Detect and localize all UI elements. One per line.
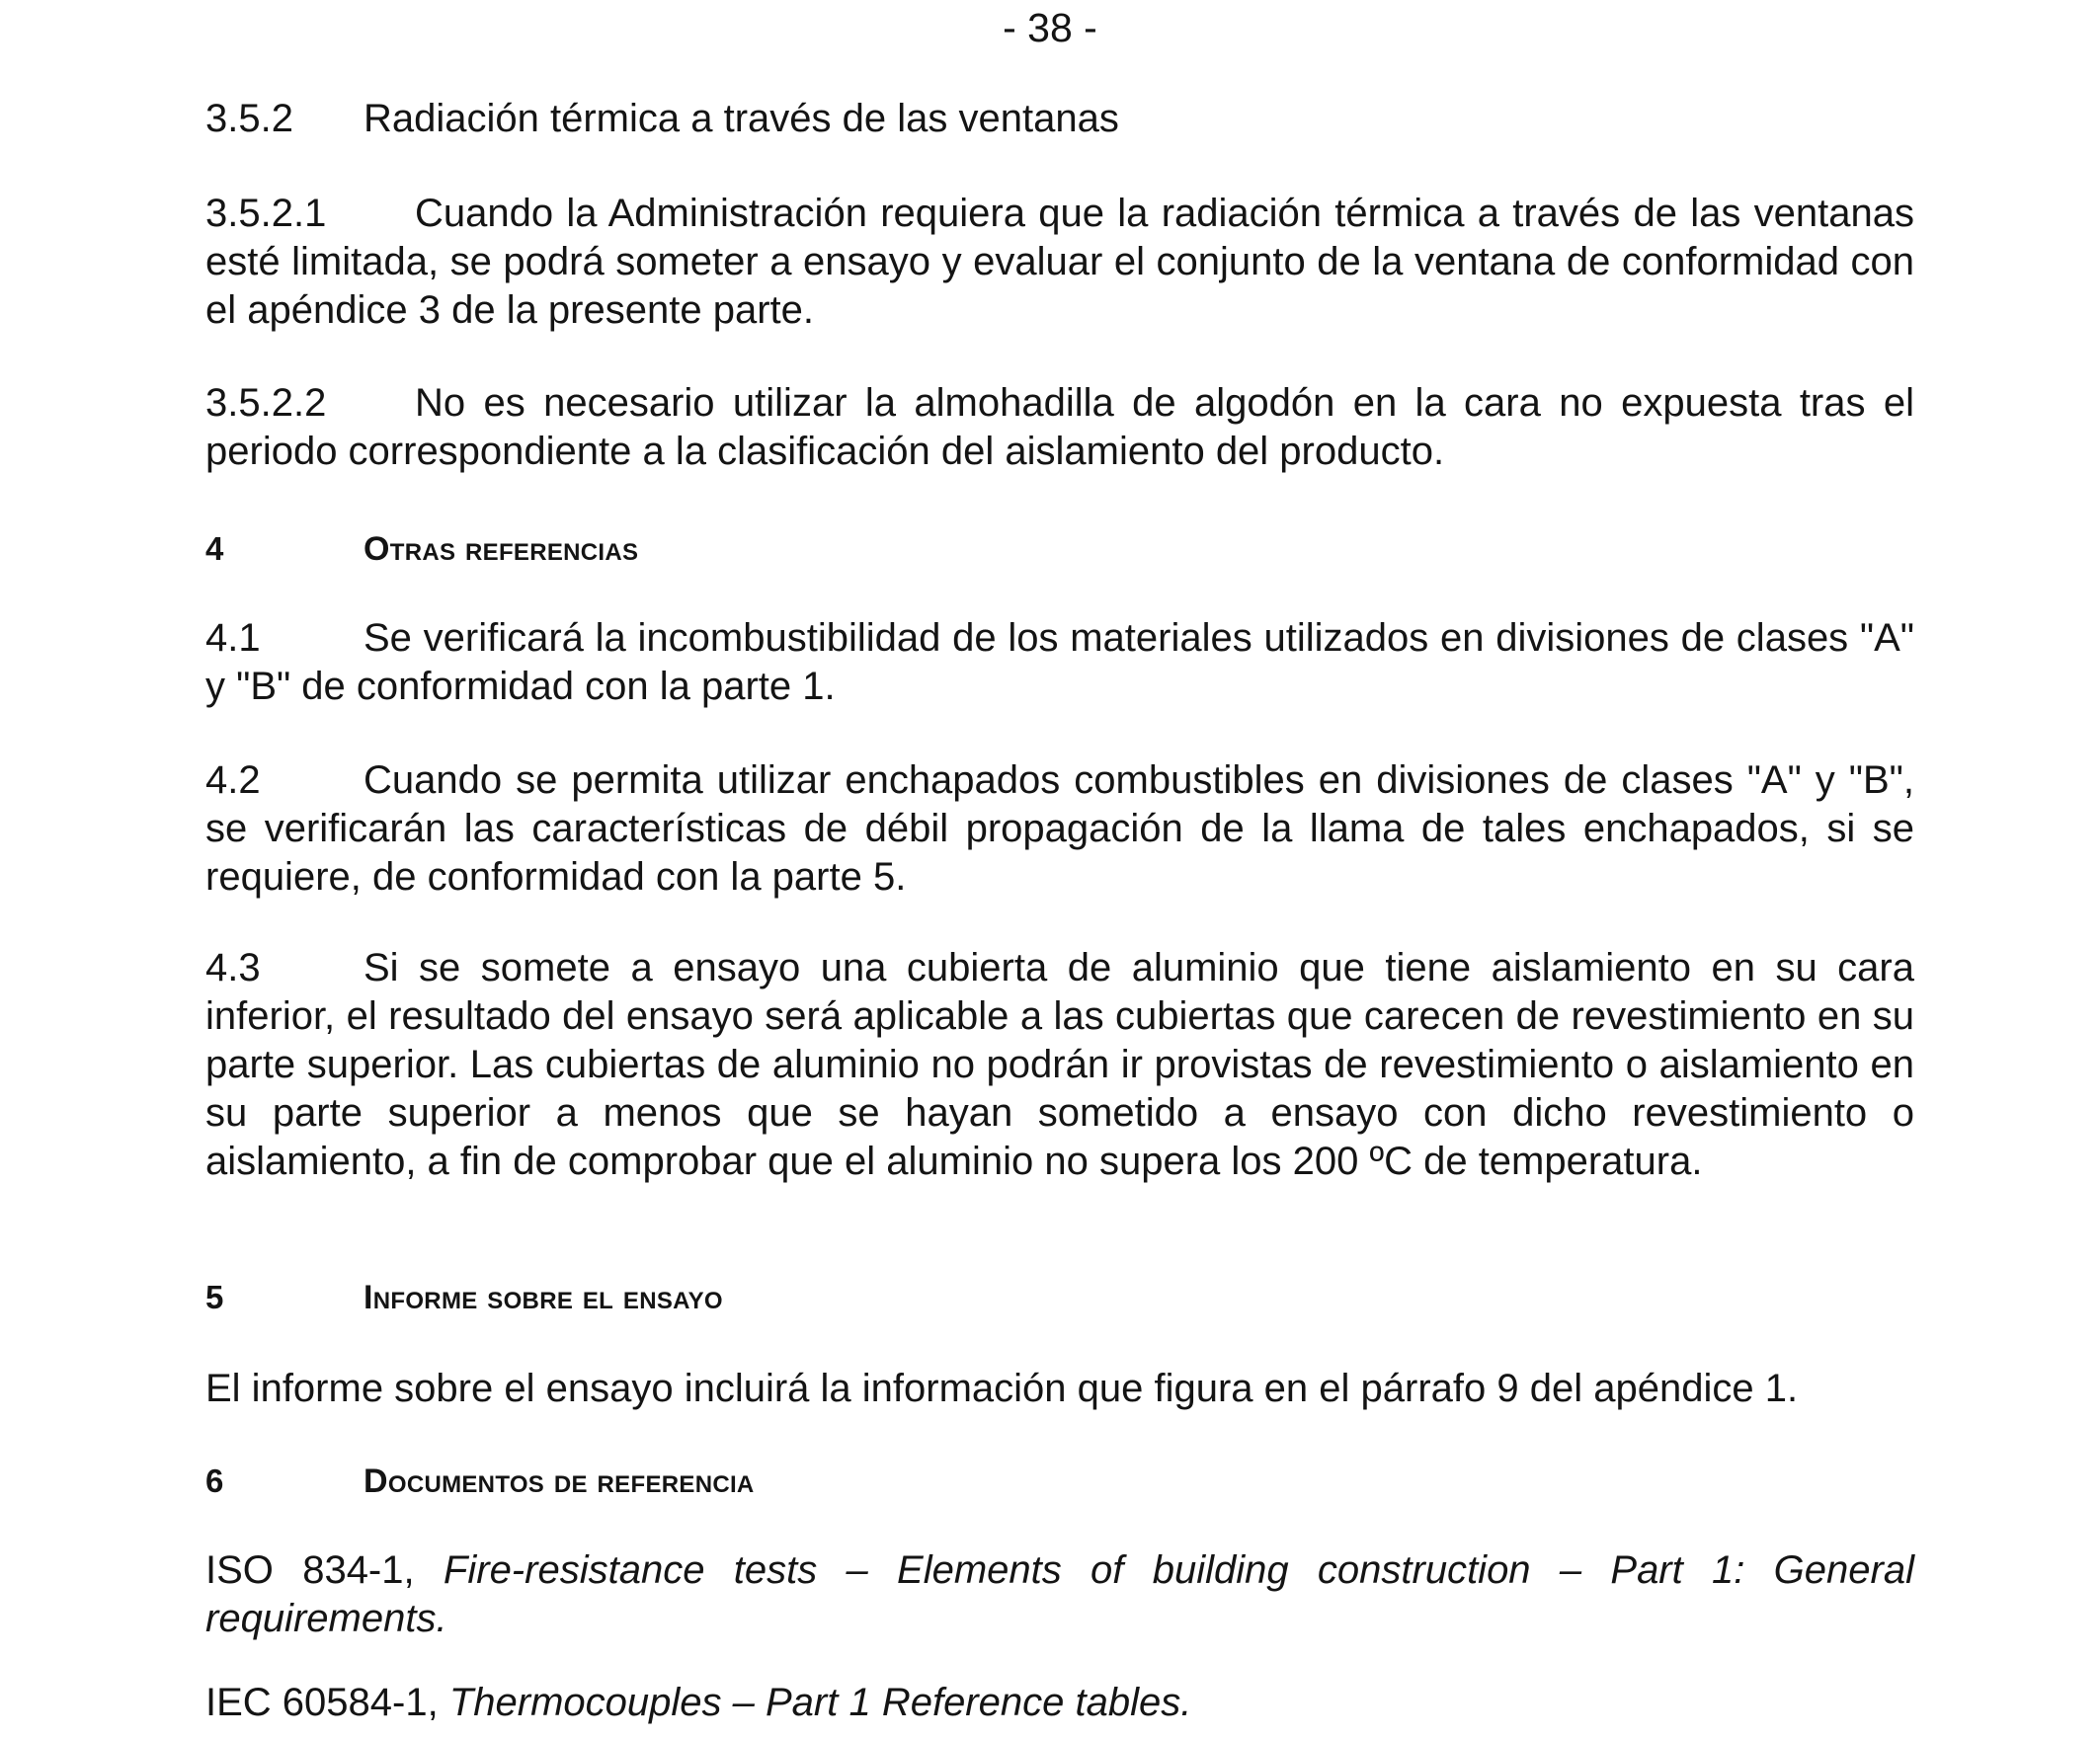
paragraph-3-5-2-1 xyxy=(205,190,1914,335)
heading-number: 6 xyxy=(205,1462,224,1499)
paragraph-text: Se verificará la incombustibilidad de los materiales utilizados en divisiones de clases "A" y "B" de conformidad con la parte 1. xyxy=(205,616,1914,708)
reference-code: IEC 60584-1, xyxy=(205,1681,449,1724)
reference-iso-834-1 xyxy=(205,1546,1914,1643)
reference-title: Fire-resistance tests – Elements of building construction – Part 1: General requirements. xyxy=(205,1548,1914,1640)
reference-iec-60584-1 xyxy=(205,1679,1914,1727)
paragraph-4-2 xyxy=(205,756,1914,902)
section-6-heading xyxy=(205,1462,755,1501)
paragraph-number: 4.1 xyxy=(205,616,261,660)
section-number: 3.5.2 xyxy=(205,97,293,140)
heading-number: 5 xyxy=(205,1279,224,1315)
heading-title: Informe sobre el ensayo xyxy=(363,1279,723,1316)
section-5-heading xyxy=(205,1278,723,1317)
paragraph-text: Cuando se permita utilizar enchapados combustibles en divisiones de clases "A" y "B", se verificarán las características de débil propagación de la llama de tales enchapados, si se requiere, de conformidad con la parte 5. xyxy=(205,758,1914,899)
reference-title: Thermocouples – Part 1 Reference tables. xyxy=(448,1681,1192,1724)
paragraph-number: 3.5.2.2 xyxy=(205,381,327,425)
section-4-heading xyxy=(205,529,638,569)
page-number: - 38 - xyxy=(1003,5,1097,50)
paragraph-text: No es necesario utilizar la almohadilla de algodón en la cara no expuesta tras el periodo correspondiente a la clasificación del aislamiento del producto. xyxy=(205,381,1914,473)
paragraph-number: 3.5.2.1 xyxy=(205,192,327,235)
section-title: Radiación térmica a través de las ventanas xyxy=(363,97,1119,140)
paragraph-number: 4.2 xyxy=(205,758,261,802)
heading-number: 4 xyxy=(205,530,224,567)
heading-title: Otras referencias xyxy=(363,530,639,568)
section-3-5-2-heading xyxy=(205,95,1914,143)
paragraph-text: El informe sobre el ensayo incluirá la información que figura en el párrafo 9 del apéndice 1. xyxy=(205,1367,1799,1410)
paragraph-text: Cuando la Administración requiera que la radiación térmica a través de las ventanas esté limitada, se podrá someter a ensayo y evaluar el conjunto de la ventana de conformidad con el apéndice 3 de la presente parte. xyxy=(205,192,1914,332)
paragraph-4-3 xyxy=(205,944,1914,1186)
reference-code: ISO 834-1, xyxy=(205,1548,444,1592)
paragraph-4-1 xyxy=(205,614,1914,711)
section-5-text xyxy=(205,1365,1914,1413)
paragraph-3-5-2-2 xyxy=(205,379,1914,476)
paragraph-number: 4.3 xyxy=(205,946,261,989)
heading-title: Documentos de referencia xyxy=(363,1462,755,1500)
paragraph-text: Si se somete a ensayo una cubierta de aluminio que tiene aislamiento en su cara inferior, el resultado del ensayo será aplicable a las cubiertas que carecen de revestimiento en su parte superior. Las cubiertas de aluminio no podrán ir provistas de revestimiento o aislamiento en su parte superior a menos que se hayan sometido a ensayo con dicho revestimiento o aislamiento, a fin de comprobar que el aluminio no supera los 200 ºC de temperatura. xyxy=(205,946,1914,1183)
